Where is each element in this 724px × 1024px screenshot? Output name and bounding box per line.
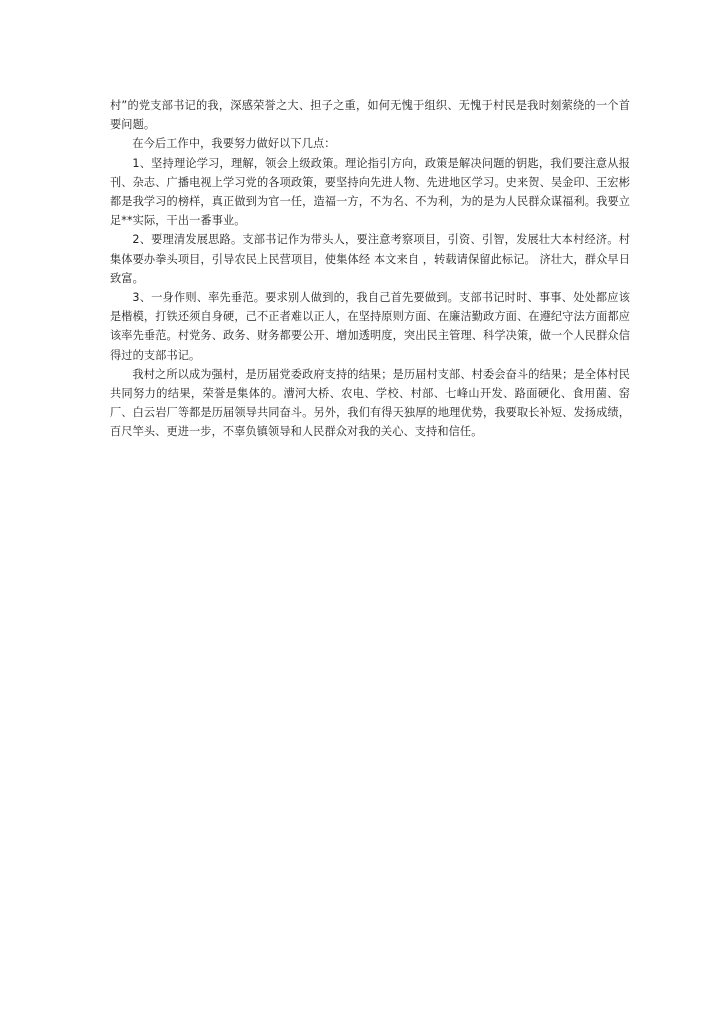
paragraph-intro: 在今后工作中，我要努力做好以下几点：	[132, 137, 336, 151]
document-body	[110, 96, 630, 442]
paragraph-point-2: 2、要理清发展思路。支部书记作为带头人，要注意考察项目，引资、引智，发展壮大本村经济。村集体要办拳头项目，引导农民上民营项目，使集体经 本文来自 ，转载请保留此标记。 济壮大，群众早日致富。	[110, 233, 630, 285]
paragraph-point-1: 1、坚持理论学习，理解，领会上级政策。理论指引方向，政策是解决问题的钥匙，我们要注意从报刊、杂志、广播电视上学习党的各项政策，要坚持向先进人物、先进地区学习。史来贺、吴金印、王宏彬都是我学习的榜样，真正做到为官一任，造福一方，不为名、不为利，为的是为人民群众谋福利。我要立足**实际，干出一番事业。	[110, 156, 630, 228]
paragraph-continuation: 村”的党支部书记的我，深感荣誉之大、担子之重，如何无愧于组织、无愧于村民是我时刻萦绕的一个首要问题。	[110, 99, 630, 132]
paragraph-conclusion: 我村之所以成为强村，是历届党委政府支持的结果；是历届村支部、村委会奋斗的结果；是全体村民共同努力的结果，荣誉是集体的。漕河大桥、农电、学校、村部、七峰山开发、路面硬化、食用菌、窑厂、白云岩厂等都是历届领导共同奋斗。另外，我们有得天独厚的地理优势，我要取长补短、发扬成绩，百尺竿头、更进一步，不辜负镇领导和人民群众对我的关心、支持和信任。	[110, 367, 630, 439]
paragraph-point-3: 3、一身作则、率先垂范。要求别人做到的，我自己首先要做到。支部书记时时、事事、处处都应该是楷模，打铁还须自身硬，己不正者难以正人，在坚持原则方面、在廉洁勤政方面、在遵纪守法方面都应该率先垂范。村党务、政务、财务都要公开、增加透明度，突出民主管理、科学决策，做一个人民群众信得过的支部书记。	[110, 291, 630, 362]
